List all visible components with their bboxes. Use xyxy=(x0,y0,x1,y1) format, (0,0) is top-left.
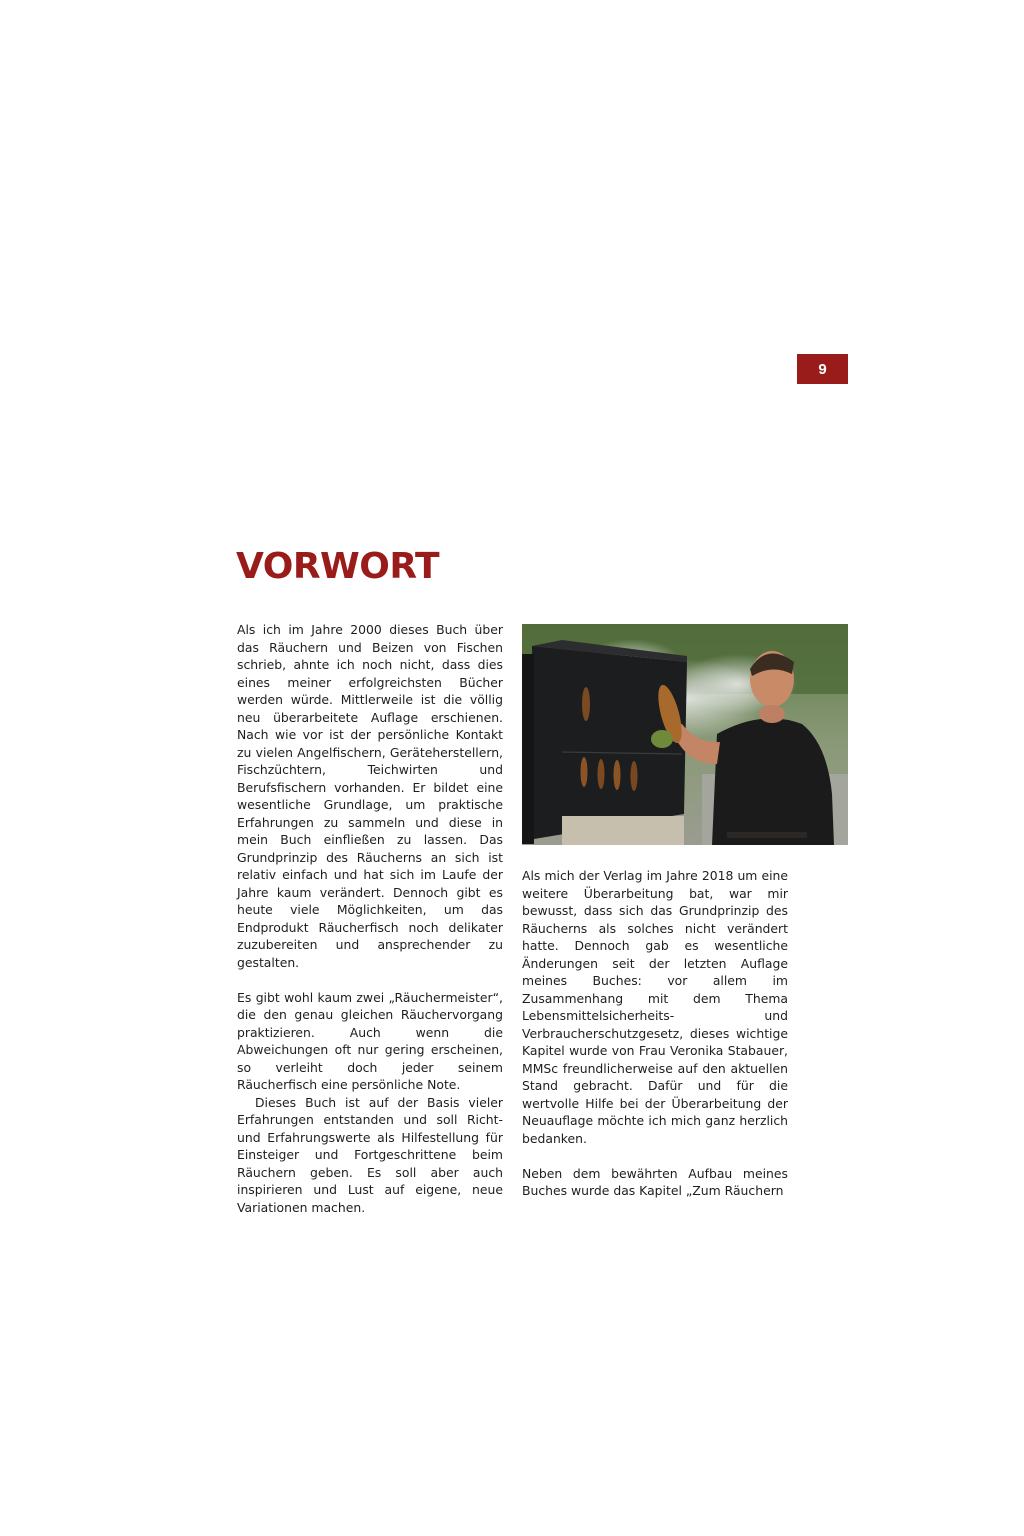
smoker-photo xyxy=(522,624,848,845)
left-text-column xyxy=(237,621,503,1216)
paragraph: Dieses Buch ist auf der Basis vieler Erfahrungen entstanden und soll Richt- und Erfahrungswerte als Hilfestellung für Einsteiger und Fortgeschrittene beim Räuchern geben. Es soll aber auch inspirieren und Lust auf eigene, neue Variationen machen. xyxy=(237,1094,503,1215)
paragraph: Neben dem bewährten Aufbau meines Buches wurde das Kapitel „Zum Räuchern xyxy=(522,1165,788,1198)
paragraph: Als mich der Verlag im Jahre 2018 um eine weitere Überarbeitung bat, war mir bewusst, dass sich das Grundprinzip des Räucherns als solches nicht verändert hatte. Dennoch gab es wesentliche Änderungen seit der letzten Auflage meines Buches: vor allem im Zusammenhang mit dem Thema Lebensmittelsicherheits- und Verbraucherschutzgesetz, dieses wichtige Kapitel wurde von Frau Veronika Stabauer, MMSc freundlicherweise auf den aktuellen Stand gebracht. Dafür und für die wertvolle Hilfe bei der Überarbeitung der Neuauflage möchte ich mich ganz herzlich bedanken. xyxy=(522,868,788,1146)
paragraph: Als ich im Jahre 2000 dieses Buch über das Räuchern und Beizen von Fischen schrieb, ahnte ich noch nicht, dass dies eines meiner erfolgreichsten Bücher werden würde. Mittlerweile ist die völlig neu überarbeitete Auflage erschienen. Nach wie vor ist der persönliche Kontakt zu vielen Angelfischern, Geräteherstellern, Fischzüchtern, Teichwirten und Berufsfischern vorhanden. Er bildet eine wesentliche Grundlage, um praktische Erfahrungen zu sammeln und diese in mein Buch einfließen zu lassen. Das Grundprinzip des Räucherns an sich ist relativ einfach und hat sich im Laufe der Jahre kaum verändert. Dennoch gibt es heute viele Möglichkeiten, um das Endprodukt Räucherfisch noch delikater zuzubereiten und ansprechender zu gestalten. xyxy=(237,622,503,970)
page-number: 9 xyxy=(818,360,827,378)
chapter-title: VORWORT xyxy=(236,546,440,587)
page-number-badge xyxy=(797,354,848,384)
paragraph: Es gibt wohl kaum zwei „Räuchermeister“, die den genau gleichen Räuchervorgang praktizieren. Auch wenn die Abweichungen oft nur gering erscheinen, so verleiht doch jeder seinem Räucherfisch eine persönliche Note. xyxy=(237,989,503,1092)
right-text-column xyxy=(522,867,788,1200)
